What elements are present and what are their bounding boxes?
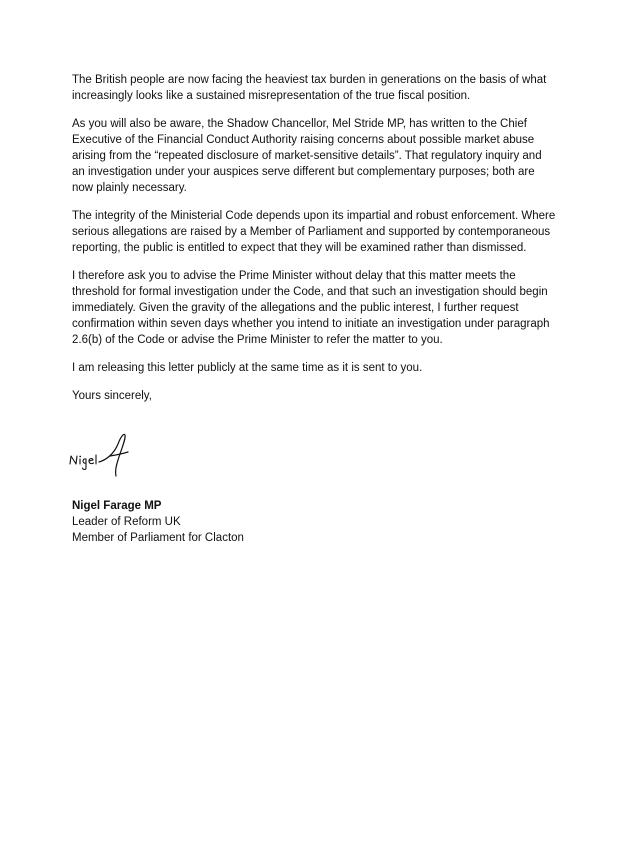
closing-salutation: Yours sincerely, bbox=[72, 390, 152, 402]
signatory-name: Nigel Farage MP bbox=[72, 500, 162, 512]
signatory-title: Leader of Reform UK bbox=[72, 516, 181, 528]
letter-paragraph-3: The integrity of the Ministerial Code depends upon its impartial and robust enforcement. Where serious allegations are raised by a Member of Parliament and supported by contemporaneous reporting, the public is entitled to expect that they will be examined rather than dismissed. bbox=[72, 210, 556, 254]
letter-paragraph-5: I am releasing this letter publicly at the same time as it is sent to you. bbox=[72, 362, 423, 374]
letter-body bbox=[72, 72, 556, 404]
handwritten-signature bbox=[66, 430, 142, 482]
letter-paragraph-2: As you will also be aware, the Shadow Chancellor, Mel Stride MP, has written to the Chief Executive of the Financial Conduct Authority raising concerns about possible market abuse arising from the “repeated disclosure of market-sensitive details”. That regulatory inquiry and an investigation under your auspices serve different but complementary purposes; both are now plainly necessary. bbox=[72, 118, 542, 194]
signatory-constituency: Member of Parliament for Clacton bbox=[72, 532, 244, 544]
signatory-block bbox=[72, 498, 244, 546]
letter-paragraph-4: I therefore ask you to advise the Prime Minister without delay that this matter meets the threshold for formal investigation under the Code, and that such an investigation should begin immediately. Given the gravity of the allegations and the public interest, I further request confirmation within seven days whether you intend to initiate an investigation under paragraph 2.6(b) of the Code or advise the Prime Minister to refer the matter to you. bbox=[72, 270, 550, 346]
letter-paragraph-1: The British people are now facing the heaviest tax burden in generations on the basis of what increasingly looks like a sustained misrepresentation of the true fiscal position. bbox=[72, 74, 547, 102]
